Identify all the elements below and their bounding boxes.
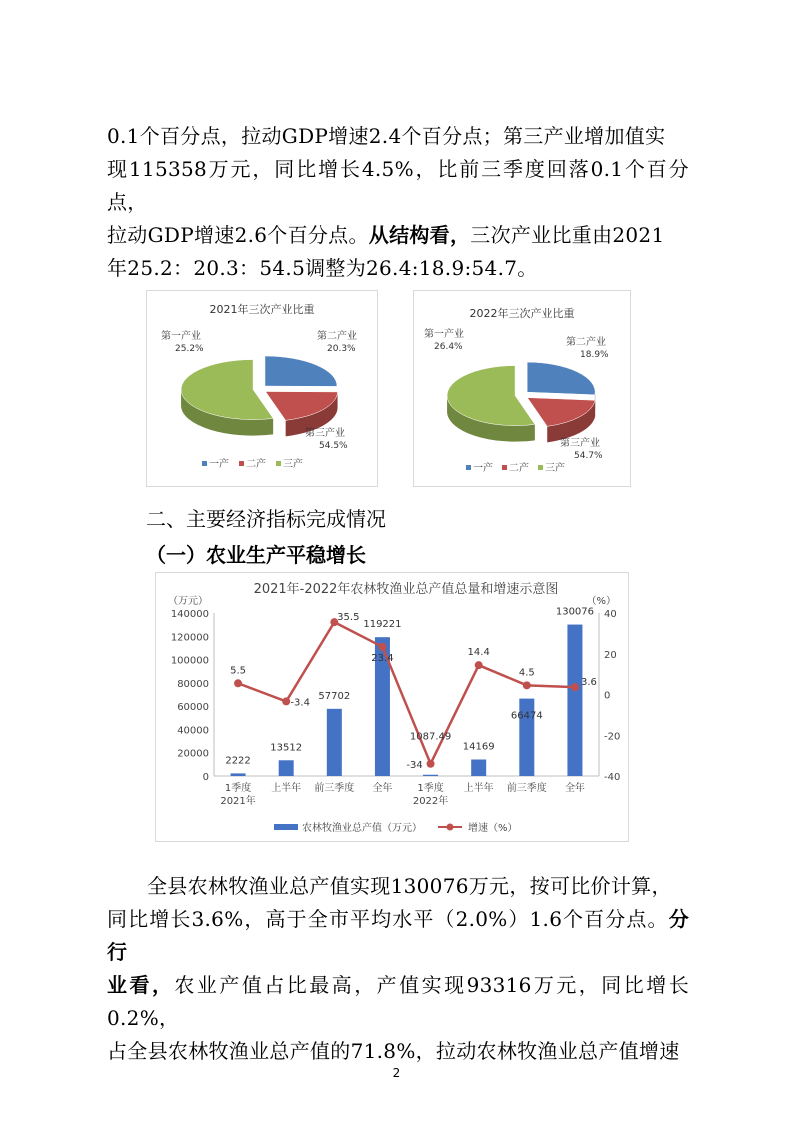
pie-slices xyxy=(447,362,595,442)
section-heading: 二、主要经济指标完成情况 xyxy=(146,507,386,531)
y-tick-label: 20000 xyxy=(177,748,209,760)
label-tertiary-value: 54.5% xyxy=(319,441,348,451)
legend-growth: 增速（%） xyxy=(468,823,518,834)
x-tick-label: 上半年 xyxy=(271,783,302,794)
growth-value-label: -3.4 xyxy=(290,697,310,709)
label-primary-value: 26.4% xyxy=(434,342,463,352)
pie-chart-2021 xyxy=(146,290,378,487)
slice-tertiary xyxy=(447,366,535,442)
text-line: 全县农林牧渔业总产值实现130076万元，按可比价计算， xyxy=(147,874,672,898)
bar xyxy=(231,773,246,776)
legend-secondary: 二产 xyxy=(246,459,266,470)
text-line: 同比增长3.6%，高于全市平均水平（2.0%）1.6个百分点。分行 xyxy=(107,907,689,964)
growth-point xyxy=(282,697,290,705)
x-tick-label: 1季度 xyxy=(224,783,252,794)
text-line: 年25.2：20.3：54.5调整为26.4:18.9:54.7。 xyxy=(107,256,538,280)
label-primary-name: 第一产业 xyxy=(161,331,201,342)
chart-title: 2021年-2022年农林牧渔业总产值总量和增速示意图 xyxy=(253,582,559,597)
legend-output: 农林牧渔业总产值（万元） xyxy=(302,823,422,834)
bar-value-label: 130076 xyxy=(555,606,595,618)
growth-value-label: 35.5 xyxy=(337,612,360,624)
legend-primary: 一产 xyxy=(209,459,229,470)
bar xyxy=(327,709,342,776)
pie-slices xyxy=(181,356,337,436)
bar-value-label: 57702 xyxy=(318,690,351,702)
text-line: 现115358万元，同比增长4.5%，比前三季度回落0.1个百分点， xyxy=(107,157,689,214)
bar xyxy=(279,760,294,776)
y-tick-label: 60000 xyxy=(177,702,209,714)
x-tick-label: 上半年 xyxy=(463,783,494,794)
growth-value-label: 3.6 xyxy=(580,677,597,689)
y2-tick-label: 20 xyxy=(604,649,617,661)
legend-primary: 一产 xyxy=(473,463,493,474)
bar-value-label: 13512 xyxy=(270,742,303,754)
text-line: 0.1个百分点，拉动GDP增速2.4个百分点；第三产业增加值实 xyxy=(107,124,666,148)
text-line: 拉动GDP增速2.6个百分点。从结构看，三次产业比重由2021 xyxy=(107,223,665,247)
label-secondary-value: 18.9% xyxy=(580,350,609,360)
chart-title: 2022年三次产业比重 xyxy=(469,307,575,320)
agri-output-chart xyxy=(155,572,629,842)
chart-title: 2021年三次产业比重 xyxy=(209,303,315,316)
bar-value-label: 119221 xyxy=(363,619,402,631)
y2-tick-label: 40 xyxy=(604,609,617,620)
bar-value-label: 1087.49 xyxy=(409,731,452,743)
label-tertiary-value: 54.7% xyxy=(574,451,603,461)
bar-value-label: 2222 xyxy=(225,755,251,767)
legend-secondary: 二产 xyxy=(509,463,529,474)
slice-secondary xyxy=(527,398,595,443)
label-primary-name: 第一产业 xyxy=(424,329,464,340)
y-tick-label: 100000 xyxy=(170,655,209,667)
growth-point xyxy=(427,760,435,768)
pie-chart-2022 xyxy=(413,290,631,487)
text-line: 业看，农业产值占比最高，产值实现93316万元，同比增长0.2%， xyxy=(107,973,689,1030)
y-axis-unit: （万元） xyxy=(168,596,208,607)
bar xyxy=(567,625,582,776)
legend xyxy=(274,821,518,834)
y-tick-label: 140000 xyxy=(170,609,209,620)
y2-tick-label: -40 xyxy=(604,772,621,783)
legend xyxy=(466,461,565,474)
page-number: 2 xyxy=(392,1066,401,1080)
y-tick-label: 0 xyxy=(202,772,209,783)
label-secondary-name: 第二产业 xyxy=(317,331,357,342)
label-tertiary-name: 第三产业 xyxy=(305,428,345,439)
x-tick-label: 前三季度 xyxy=(314,783,355,794)
y-tick-label: 80000 xyxy=(177,678,209,690)
paragraph-agri-output xyxy=(107,870,689,1068)
subsection-heading: （一）农业生产平稳增长 xyxy=(146,543,366,567)
y-tick-label: 40000 xyxy=(177,725,209,737)
growth-point xyxy=(378,643,386,651)
growth-point xyxy=(523,681,531,689)
axes xyxy=(170,606,621,807)
label-secondary-name: 第二产业 xyxy=(566,337,606,348)
text-line: 占全县农林牧渔业总产值的71.8%，拉动农林牧渔业总产值增速 xyxy=(107,1039,680,1063)
bar xyxy=(423,775,438,776)
y2-tick-label: 0 xyxy=(604,690,611,702)
legend-tertiary: 三产 xyxy=(283,459,303,470)
x-tick-label: 全年 xyxy=(564,783,585,794)
x-tick-label: 1季度 xyxy=(417,783,444,794)
x-tick-label: 前三季度 xyxy=(506,783,547,794)
legend-tertiary: 三产 xyxy=(545,463,565,474)
bar-value-label: 66474 xyxy=(510,710,543,722)
growth-value-label: 4.5 xyxy=(518,667,535,679)
label-tertiary-name: 第三产业 xyxy=(560,438,600,449)
growth-point xyxy=(475,661,483,669)
bar xyxy=(471,760,486,776)
bar-value-label: 14169 xyxy=(462,741,495,753)
growth-value-label: -34 xyxy=(406,759,423,771)
growth-point xyxy=(234,679,242,687)
growth-value-label: 14.4 xyxy=(467,647,490,659)
growth-point xyxy=(571,683,579,691)
label-secondary-value: 20.3% xyxy=(327,344,356,354)
label-primary-value: 25.2% xyxy=(175,344,204,354)
paragraph-gdp-structure xyxy=(107,120,689,285)
data-labels xyxy=(225,607,597,771)
year-label: 2022年 xyxy=(412,796,449,807)
year-label: 2021年 xyxy=(220,796,256,807)
y-tick-label: 120000 xyxy=(170,632,209,644)
x-tick-label: 全年 xyxy=(372,783,393,794)
legend xyxy=(202,457,303,470)
growth-value-label: 23.4 xyxy=(371,652,394,664)
y2-tick-label: -20 xyxy=(604,731,621,743)
slice-tertiary xyxy=(181,360,273,436)
y2-axis-unit: （%） xyxy=(586,596,616,607)
growth-value-label: 5.5 xyxy=(230,665,247,677)
